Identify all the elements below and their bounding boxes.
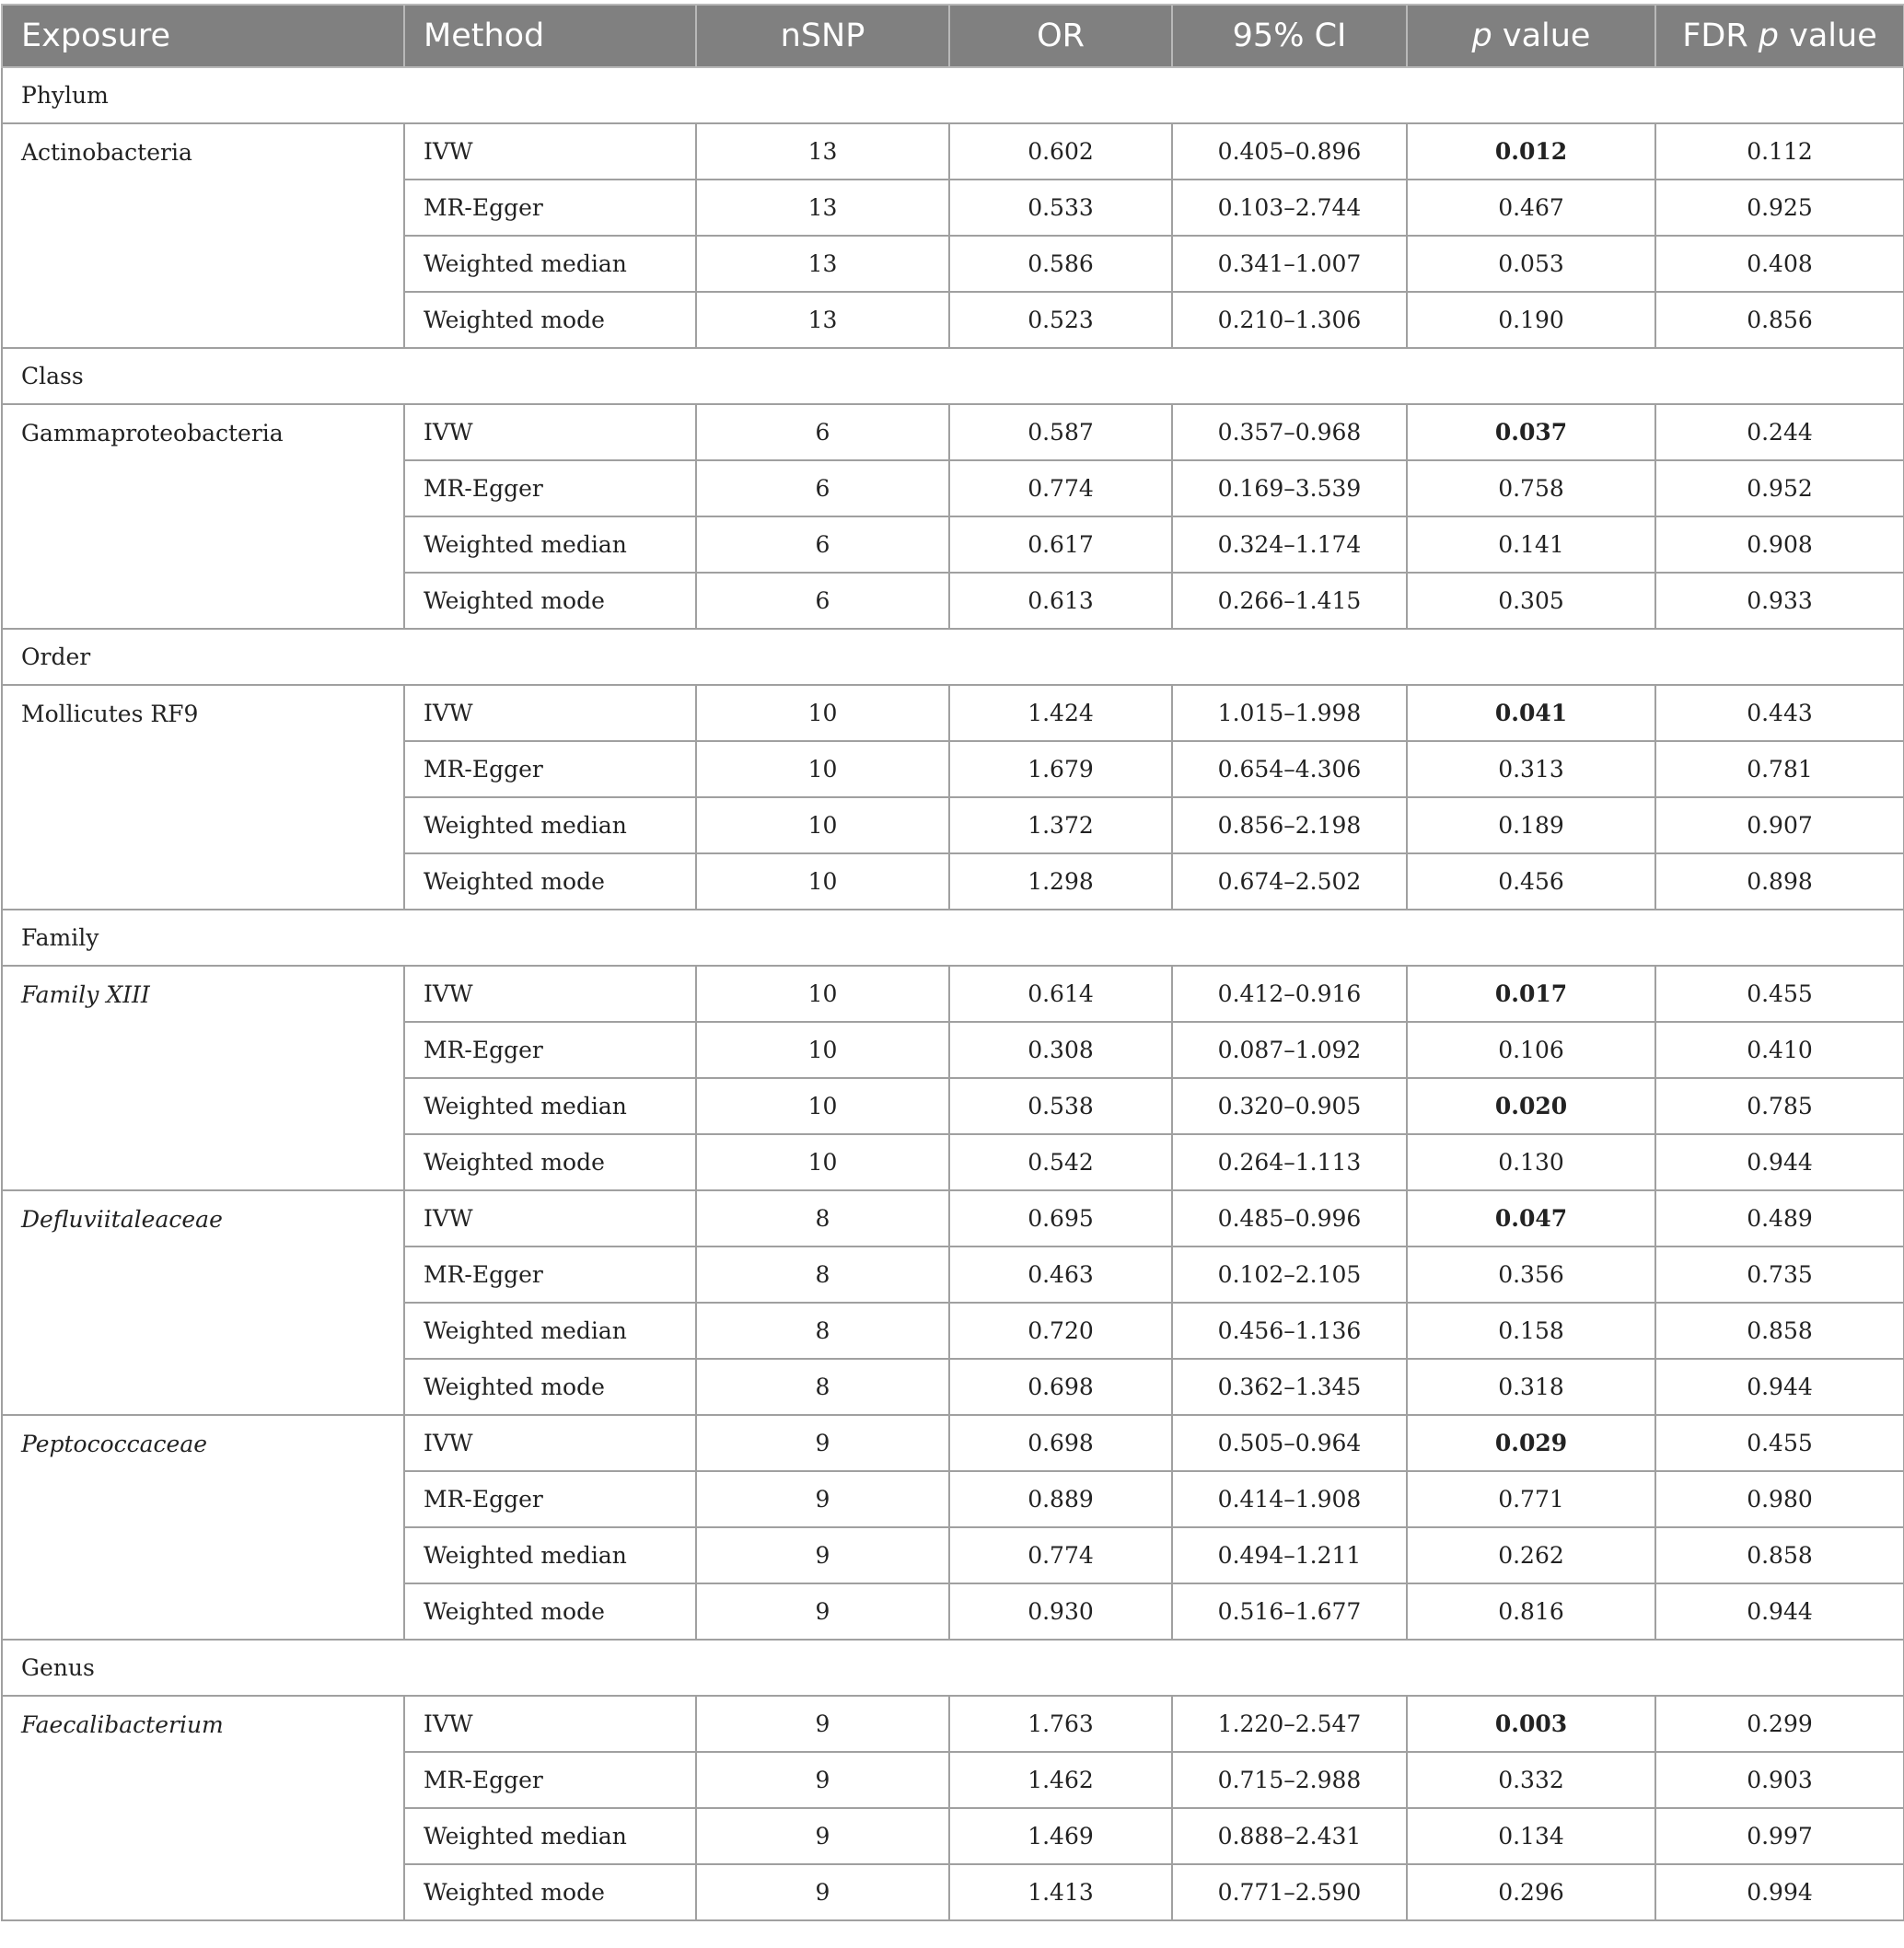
or-cell: 0.774	[949, 1527, 1172, 1583]
nsnp-cell: 6	[696, 460, 949, 516]
ci-cell: 0.102–2.105	[1172, 1246, 1407, 1303]
p-value-cell: 0.332	[1407, 1752, 1655, 1808]
ci-cell: 0.856–2.198	[1172, 797, 1407, 853]
nsnp-cell: 10	[696, 1022, 949, 1078]
ci-cell: 0.888–2.431	[1172, 1808, 1407, 1864]
or-cell: 0.542	[949, 1134, 1172, 1190]
method-cell: Weighted mode	[404, 292, 696, 348]
or-cell: 0.889	[949, 1471, 1172, 1527]
group-row	[2, 67, 1904, 123]
group-label: Phylum	[2, 67, 1904, 123]
exposure-name: Defluviitaleaceae	[2, 1190, 404, 1415]
ci-cell: 0.674–2.502	[1172, 853, 1407, 910]
or-cell: 1.462	[949, 1752, 1172, 1808]
p-value-cell: 0.134	[1407, 1808, 1655, 1864]
ci-cell: 0.414–1.908	[1172, 1471, 1407, 1527]
ci-cell: 0.505–0.964	[1172, 1415, 1407, 1471]
or-cell: 0.523	[949, 292, 1172, 348]
p-value-cell: 0.456	[1407, 853, 1655, 910]
table-body	[2, 67, 1904, 1920]
fdr-p-value-cell: 0.785	[1655, 1078, 1904, 1134]
p-value-cell: 0.356	[1407, 1246, 1655, 1303]
header-fdr-p-value: FDR p value	[1655, 5, 1904, 67]
header-method: Method	[404, 5, 696, 67]
fdr-p-value-cell: 0.944	[1655, 1359, 1904, 1415]
ci-cell: 0.485–0.996	[1172, 1190, 1407, 1246]
fdr-p-value-cell: 0.489	[1655, 1190, 1904, 1246]
or-cell: 0.538	[949, 1078, 1172, 1134]
p-value-cell: 0.106	[1407, 1022, 1655, 1078]
ci-cell: 0.412–0.916	[1172, 966, 1407, 1022]
nsnp-cell: 8	[696, 1303, 949, 1359]
or-cell: 1.372	[949, 797, 1172, 853]
or-cell: 0.617	[949, 516, 1172, 573]
nsnp-cell: 9	[696, 1415, 949, 1471]
nsnp-cell: 13	[696, 292, 949, 348]
method-cell: Weighted median	[404, 1078, 696, 1134]
method-cell: Weighted median	[404, 1527, 696, 1583]
method-cell: MR-Egger	[404, 180, 696, 236]
nsnp-cell: 13	[696, 180, 949, 236]
ci-cell: 1.015–1.998	[1172, 685, 1407, 741]
fdr-p-value-cell: 0.112	[1655, 123, 1904, 180]
exposure-name: Gammaproteobacteria	[2, 404, 404, 629]
table-row	[2, 966, 1904, 1022]
table-header	[2, 5, 1904, 67]
exposure-name: Family XIII	[2, 966, 404, 1190]
ci-cell: 0.087–1.092	[1172, 1022, 1407, 1078]
p-value-cell: 0.041	[1407, 685, 1655, 741]
method-cell: IVW	[404, 404, 696, 460]
nsnp-cell: 9	[696, 1864, 949, 1920]
method-cell: Weighted median	[404, 1303, 696, 1359]
p-value-cell: 0.296	[1407, 1864, 1655, 1920]
method-cell: IVW	[404, 1415, 696, 1471]
or-cell: 0.695	[949, 1190, 1172, 1246]
group-row	[2, 348, 1904, 404]
method-cell: MR-Egger	[404, 1752, 696, 1808]
method-cell: MR-Egger	[404, 460, 696, 516]
fdr-p-value-cell: 0.410	[1655, 1022, 1904, 1078]
fdr-p-value-cell: 0.735	[1655, 1246, 1904, 1303]
or-cell: 0.720	[949, 1303, 1172, 1359]
method-cell: Weighted mode	[404, 1864, 696, 1920]
fdr-p-value-cell: 0.858	[1655, 1527, 1904, 1583]
results-table	[1, 4, 1904, 1921]
method-cell: IVW	[404, 123, 696, 180]
fdr-p-value-cell: 0.299	[1655, 1696, 1904, 1752]
p-value-cell: 0.047	[1407, 1190, 1655, 1246]
nsnp-cell: 13	[696, 123, 949, 180]
group-label: Order	[2, 629, 1904, 685]
method-cell: MR-Egger	[404, 1246, 696, 1303]
fdr-p-value-cell: 0.455	[1655, 1415, 1904, 1471]
nsnp-cell: 10	[696, 1078, 949, 1134]
nsnp-cell: 6	[696, 573, 949, 629]
group-label: Class	[2, 348, 1904, 404]
p-value-cell: 0.158	[1407, 1303, 1655, 1359]
p-value-cell: 0.262	[1407, 1527, 1655, 1583]
method-cell: Weighted mode	[404, 1359, 696, 1415]
exposure-name: Mollicutes RF9	[2, 685, 404, 910]
ci-cell: 0.264–1.113	[1172, 1134, 1407, 1190]
fdr-p-value-cell: 0.908	[1655, 516, 1904, 573]
p-value-cell: 0.029	[1407, 1415, 1655, 1471]
method-cell: Weighted median	[404, 1808, 696, 1864]
fdr-p-value-cell: 0.903	[1655, 1752, 1904, 1808]
nsnp-cell: 8	[696, 1190, 949, 1246]
p-value-cell: 0.189	[1407, 797, 1655, 853]
group-label: Genus	[2, 1640, 1904, 1696]
fdr-p-value-cell: 0.994	[1655, 1864, 1904, 1920]
ci-cell: 0.169–3.539	[1172, 460, 1407, 516]
p-value-cell: 0.758	[1407, 460, 1655, 516]
p-value-cell: 0.017	[1407, 966, 1655, 1022]
fdr-p-value-cell: 0.980	[1655, 1471, 1904, 1527]
nsnp-cell: 9	[696, 1471, 949, 1527]
nsnp-cell: 10	[696, 1134, 949, 1190]
group-row	[2, 629, 1904, 685]
or-cell: 1.679	[949, 741, 1172, 797]
ci-cell: 0.357–0.968	[1172, 404, 1407, 460]
fdr-p-value-cell: 0.244	[1655, 404, 1904, 460]
ci-cell: 0.266–1.415	[1172, 573, 1407, 629]
table-row	[2, 1190, 1904, 1246]
or-cell: 0.613	[949, 573, 1172, 629]
fdr-p-value-cell: 0.933	[1655, 573, 1904, 629]
fdr-p-value-cell: 0.856	[1655, 292, 1904, 348]
fdr-p-value-cell: 0.907	[1655, 797, 1904, 853]
method-cell: Weighted mode	[404, 853, 696, 910]
header-exposure: Exposure	[2, 5, 404, 67]
ci-cell: 0.103–2.744	[1172, 180, 1407, 236]
or-cell: 0.308	[949, 1022, 1172, 1078]
group-label: Family	[2, 910, 1904, 966]
method-cell: IVW	[404, 685, 696, 741]
method-cell: MR-Egger	[404, 1022, 696, 1078]
or-cell: 0.586	[949, 236, 1172, 292]
nsnp-cell: 9	[696, 1696, 949, 1752]
p-value-cell: 0.130	[1407, 1134, 1655, 1190]
p-value-cell: 0.003	[1407, 1696, 1655, 1752]
p-value-cell: 0.037	[1407, 404, 1655, 460]
method-cell: Weighted median	[404, 797, 696, 853]
nsnp-cell: 10	[696, 685, 949, 741]
fdr-p-value-cell: 0.408	[1655, 236, 1904, 292]
or-cell: 0.614	[949, 966, 1172, 1022]
fdr-p-value-cell: 0.925	[1655, 180, 1904, 236]
nsnp-cell: 9	[696, 1752, 949, 1808]
p-value-cell: 0.020	[1407, 1078, 1655, 1134]
table-row	[2, 1415, 1904, 1471]
fdr-p-value-cell: 0.952	[1655, 460, 1904, 516]
ci-cell: 0.494–1.211	[1172, 1527, 1407, 1583]
p-value-cell: 0.012	[1407, 123, 1655, 180]
table-row	[2, 404, 1904, 460]
or-cell: 0.774	[949, 460, 1172, 516]
header-or: OR	[949, 5, 1172, 67]
nsnp-cell: 6	[696, 404, 949, 460]
ci-cell: 1.220–2.547	[1172, 1696, 1407, 1752]
nsnp-cell: 8	[696, 1246, 949, 1303]
ci-cell: 0.715–2.988	[1172, 1752, 1407, 1808]
header-nsnp: nSNP	[696, 5, 949, 67]
header-p-value: p value	[1407, 5, 1655, 67]
ci-cell: 0.341–1.007	[1172, 236, 1407, 292]
or-cell: 0.930	[949, 1583, 1172, 1640]
or-cell: 0.587	[949, 404, 1172, 460]
fdr-p-value-cell: 0.455	[1655, 966, 1904, 1022]
exposure-name: Actinobacteria	[2, 123, 404, 348]
method-cell: Weighted median	[404, 516, 696, 573]
ci-cell: 0.362–1.345	[1172, 1359, 1407, 1415]
exposure-name: Peptococcaceae	[2, 1415, 404, 1640]
exposure-name: Faecalibacterium	[2, 1696, 404, 1920]
nsnp-cell: 10	[696, 853, 949, 910]
nsnp-cell: 9	[696, 1527, 949, 1583]
table-row	[2, 685, 1904, 741]
method-cell: Weighted mode	[404, 1134, 696, 1190]
or-cell: 0.698	[949, 1359, 1172, 1415]
fdr-p-value-cell: 0.858	[1655, 1303, 1904, 1359]
p-value-cell: 0.053	[1407, 236, 1655, 292]
p-value-cell: 0.305	[1407, 573, 1655, 629]
nsnp-cell: 10	[696, 797, 949, 853]
ci-cell: 0.516–1.677	[1172, 1583, 1407, 1640]
p-value-cell: 0.141	[1407, 516, 1655, 573]
nsnp-cell: 13	[696, 236, 949, 292]
or-cell: 0.602	[949, 123, 1172, 180]
or-cell: 1.763	[949, 1696, 1172, 1752]
p-value-cell: 0.816	[1407, 1583, 1655, 1640]
ci-cell: 0.210–1.306	[1172, 292, 1407, 348]
nsnp-cell: 10	[696, 966, 949, 1022]
nsnp-cell: 9	[696, 1583, 949, 1640]
or-cell: 0.463	[949, 1246, 1172, 1303]
method-cell: MR-Egger	[404, 741, 696, 797]
fdr-p-value-cell: 0.944	[1655, 1583, 1904, 1640]
or-cell: 0.533	[949, 180, 1172, 236]
p-value-cell: 0.771	[1407, 1471, 1655, 1527]
nsnp-cell: 9	[696, 1808, 949, 1864]
table-row	[2, 1696, 1904, 1752]
p-value-cell: 0.467	[1407, 180, 1655, 236]
or-cell: 1.469	[949, 1808, 1172, 1864]
group-row	[2, 1640, 1904, 1696]
ci-cell: 0.456–1.136	[1172, 1303, 1407, 1359]
fdr-p-value-cell: 0.944	[1655, 1134, 1904, 1190]
method-cell: Weighted mode	[404, 573, 696, 629]
ci-cell: 0.771–2.590	[1172, 1864, 1407, 1920]
or-cell: 0.698	[949, 1415, 1172, 1471]
or-cell: 1.298	[949, 853, 1172, 910]
method-cell: IVW	[404, 1190, 696, 1246]
method-cell: MR-Egger	[404, 1471, 696, 1527]
group-row	[2, 910, 1904, 966]
fdr-p-value-cell: 0.443	[1655, 685, 1904, 741]
ci-cell: 0.320–0.905	[1172, 1078, 1407, 1134]
p-value-cell: 0.318	[1407, 1359, 1655, 1415]
or-cell: 1.413	[949, 1864, 1172, 1920]
header-row	[2, 5, 1904, 67]
fdr-p-value-cell: 0.997	[1655, 1808, 1904, 1864]
ci-cell: 0.324–1.174	[1172, 516, 1407, 573]
p-value-cell: 0.313	[1407, 741, 1655, 797]
or-cell: 1.424	[949, 685, 1172, 741]
header-ci: 95% CI	[1172, 5, 1407, 67]
method-cell: Weighted mode	[404, 1583, 696, 1640]
fdr-p-value-cell: 0.898	[1655, 853, 1904, 910]
p-value-cell: 0.190	[1407, 292, 1655, 348]
ci-cell: 0.654–4.306	[1172, 741, 1407, 797]
nsnp-cell: 10	[696, 741, 949, 797]
method-cell: IVW	[404, 1696, 696, 1752]
nsnp-cell: 6	[696, 516, 949, 573]
method-cell: Weighted median	[404, 236, 696, 292]
fdr-p-value-cell: 0.781	[1655, 741, 1904, 797]
ci-cell: 0.405–0.896	[1172, 123, 1407, 180]
method-cell: IVW	[404, 966, 696, 1022]
nsnp-cell: 8	[696, 1359, 949, 1415]
table-row	[2, 123, 1904, 180]
